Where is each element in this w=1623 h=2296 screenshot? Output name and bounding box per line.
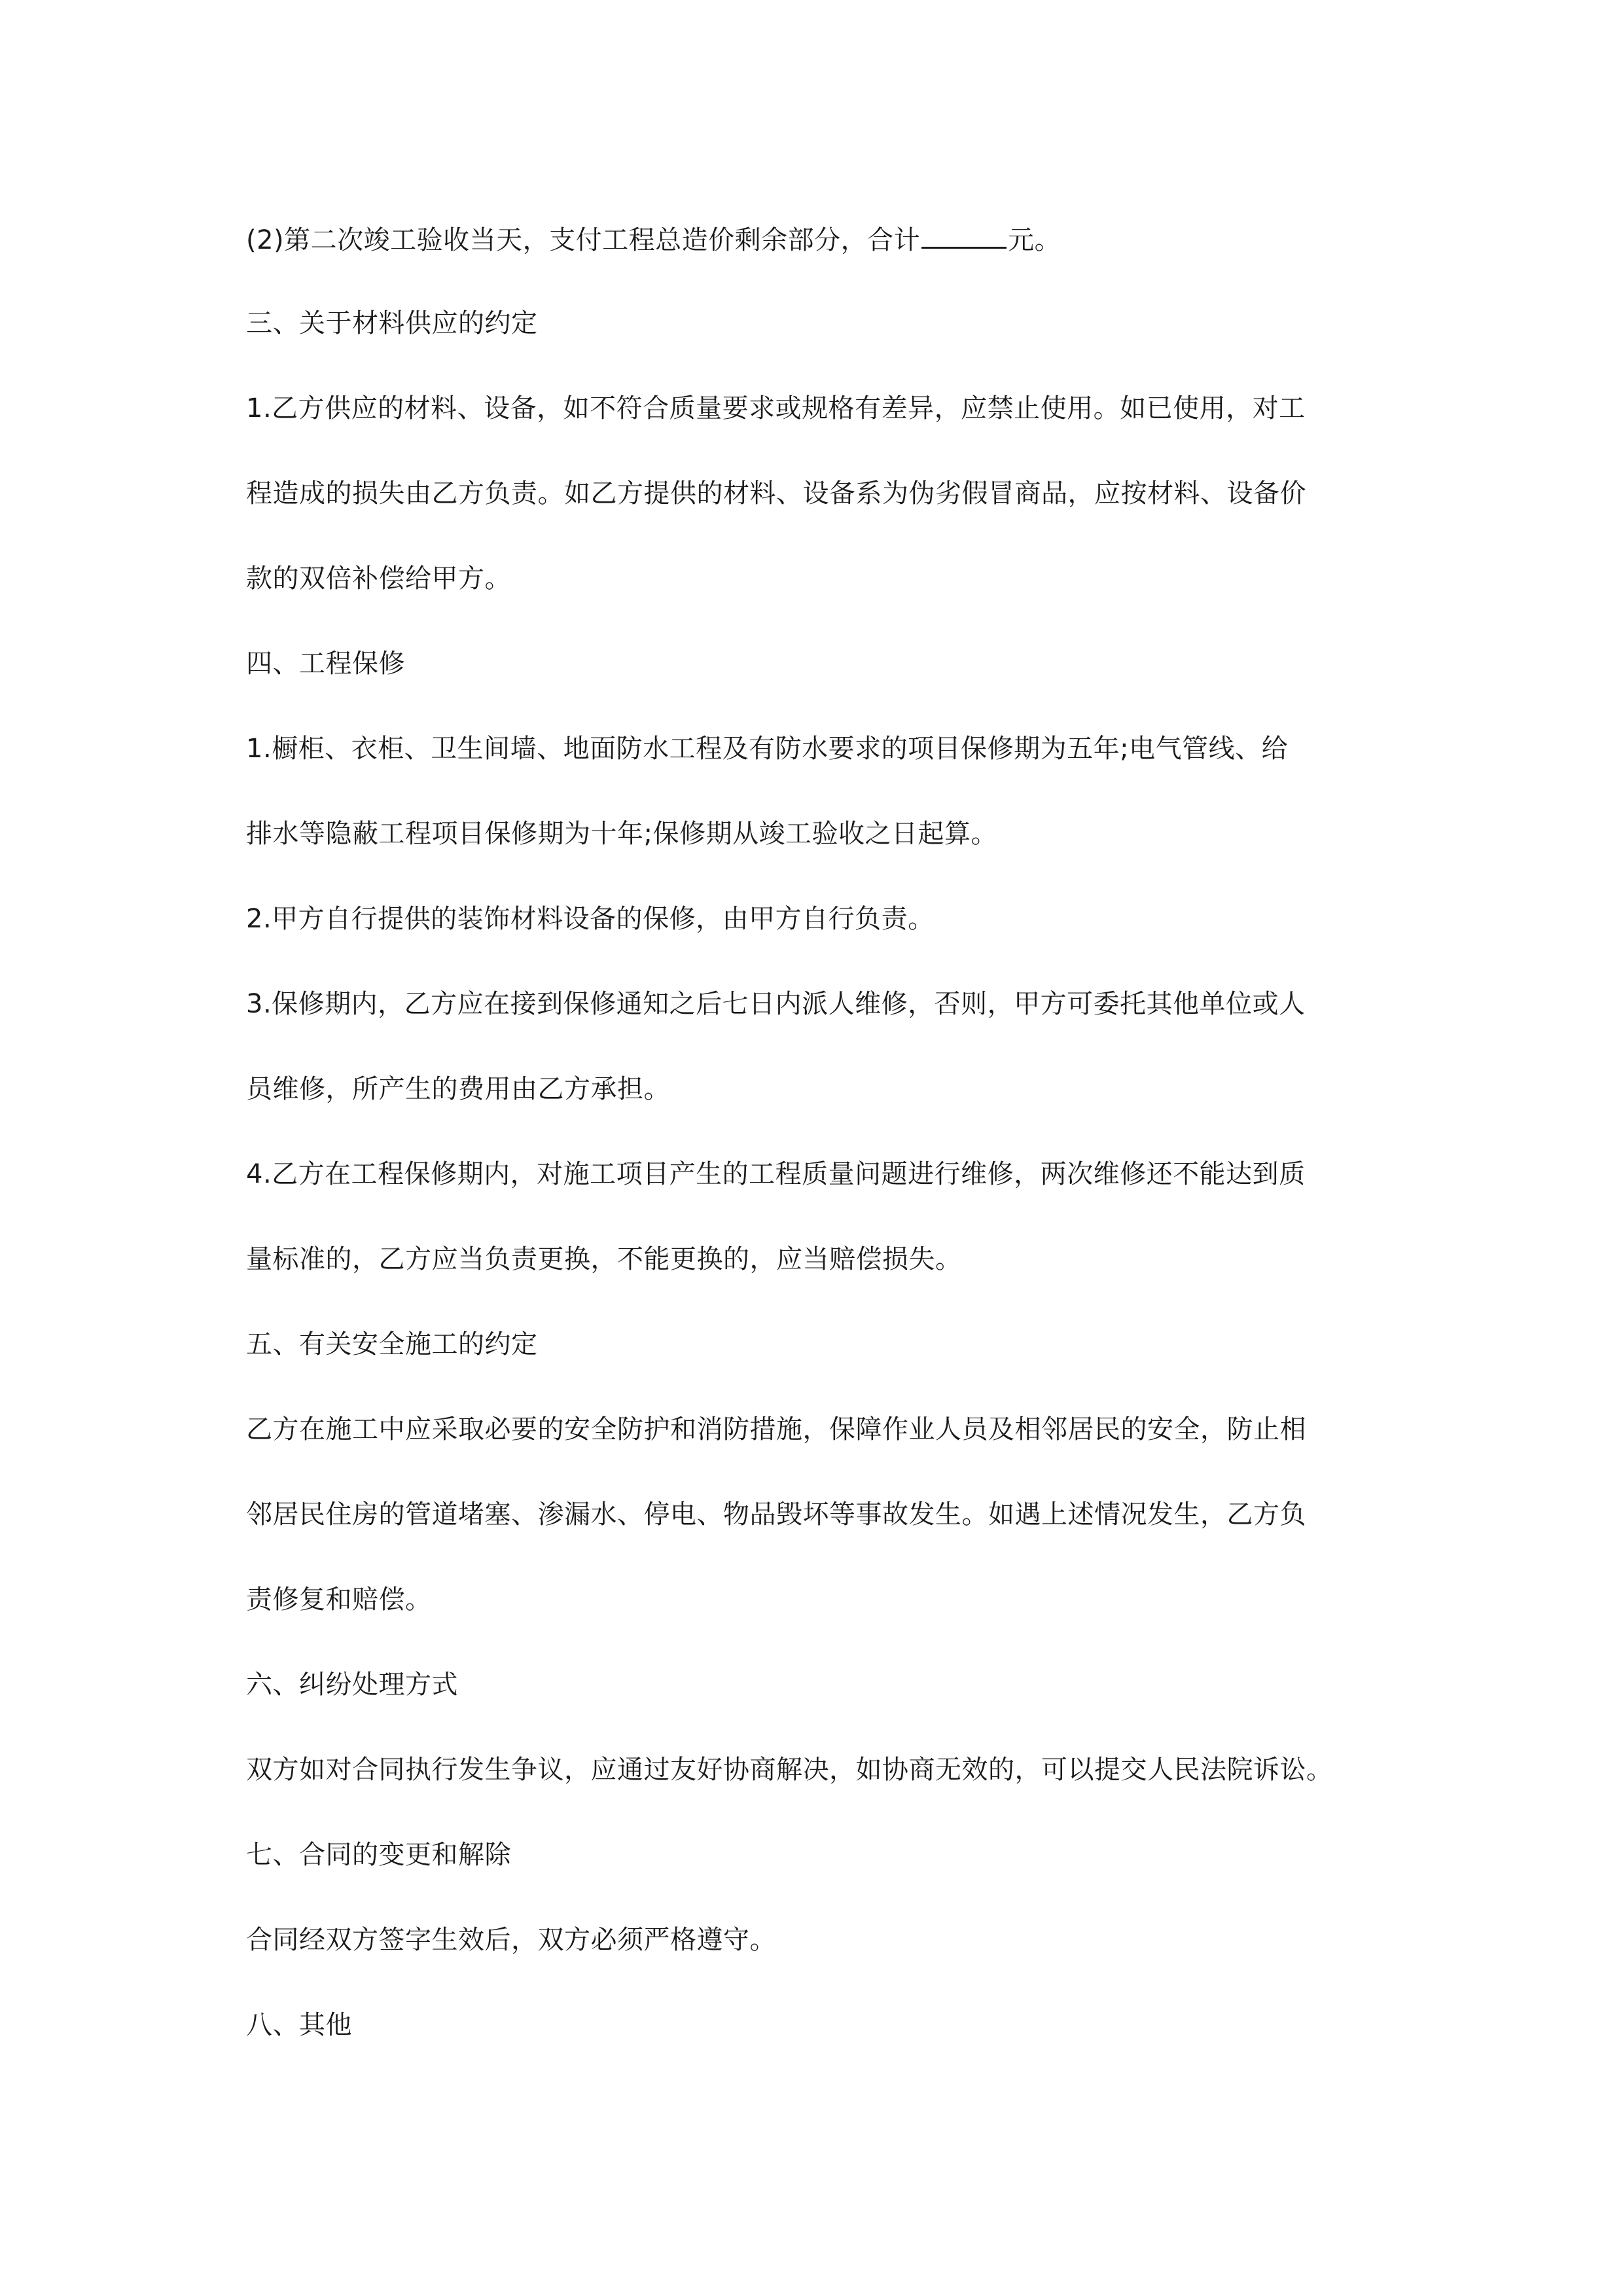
paragraph-line: 员维修，所产生的费用由乙方承担。 — [246, 1074, 670, 1104]
paragraph-line: 1.乙方供应的材料、设备，如不符合质量要求或规格有差异，应禁止使用。如已使用，对工 — [246, 393, 1306, 423]
amount-blank — [921, 221, 1007, 249]
payment-clause-text: (2)第二次竣工验收当天，支付工程总造价剩余部分，合计 — [246, 225, 921, 255]
paragraph-line: 责修复和赔偿。 — [246, 1585, 432, 1615]
section-heading-disputes: 六、纠纷处理方式 — [246, 1670, 458, 1700]
paragraph-line: 3.保修期内，乙方应在接到保修通知之后七日内派人维修，否则，甲方可委托其他单位或人 — [246, 989, 1306, 1019]
paragraph-line: 合同经双方签字生效后，双方必须严格遵守。 — [246, 1925, 776, 1955]
paragraph-line: 乙方在施工中应采取必要的安全防护和消防措施，保障作业人员及相邻居民的安全，防止相 — [246, 1414, 1306, 1444]
paragraph-line: 双方如对合同执行发生争议，应通过友好协商解决，如协商无效的，可以提交人民法院诉讼。 — [246, 1755, 1333, 1785]
section-heading-safety: 五、有关安全施工的约定 — [246, 1329, 538, 1359]
section-heading-changes: 七、合同的变更和解除 — [246, 1840, 511, 1870]
section-heading-warranty: 四、工程保修 — [246, 649, 405, 679]
payment-clause-unit: 元。 — [1008, 225, 1061, 255]
paragraph-line: 邻居民住房的管道堵塞、渗漏水、停电、物品毁坏等事故发生。如遇上述情况发生，乙方负 — [246, 1499, 1306, 1530]
section-heading-other: 八、其他 — [246, 2010, 352, 2040]
paragraph-line: 程造成的损失由乙方负责。如乙方提供的材料、设备系为伪劣假冒商品，应按材料、设备价 — [246, 478, 1306, 509]
paragraph-line: 量标准的，乙方应当负责更换，不能更换的，应当赔偿损失。 — [246, 1244, 962, 1274]
paragraph-line: 款的双倍补偿给甲方。 — [246, 564, 511, 594]
paragraph-line: 排水等隐蔽工程项目保修期为十年;保修期从竣工验收之日起算。 — [246, 819, 997, 849]
payment-clause-line — [246, 221, 1391, 259]
section-heading-materials: 三、关于材料供应的约定 — [246, 308, 538, 338]
paragraph-line: 4.乙方在工程保修期内，对施工项目产生的工程质量问题进行维修，两次维修还不能达到质 — [246, 1159, 1306, 1189]
paragraph-line: 2.甲方自行提供的装饰材料设备的保修，由甲方自行负责。 — [246, 904, 935, 934]
paragraph-line: 1.橱柜、衣柜、卫生间墙、地面防水工程及有防水要求的项目保修期为五年;电气管线、给 — [246, 734, 1289, 764]
